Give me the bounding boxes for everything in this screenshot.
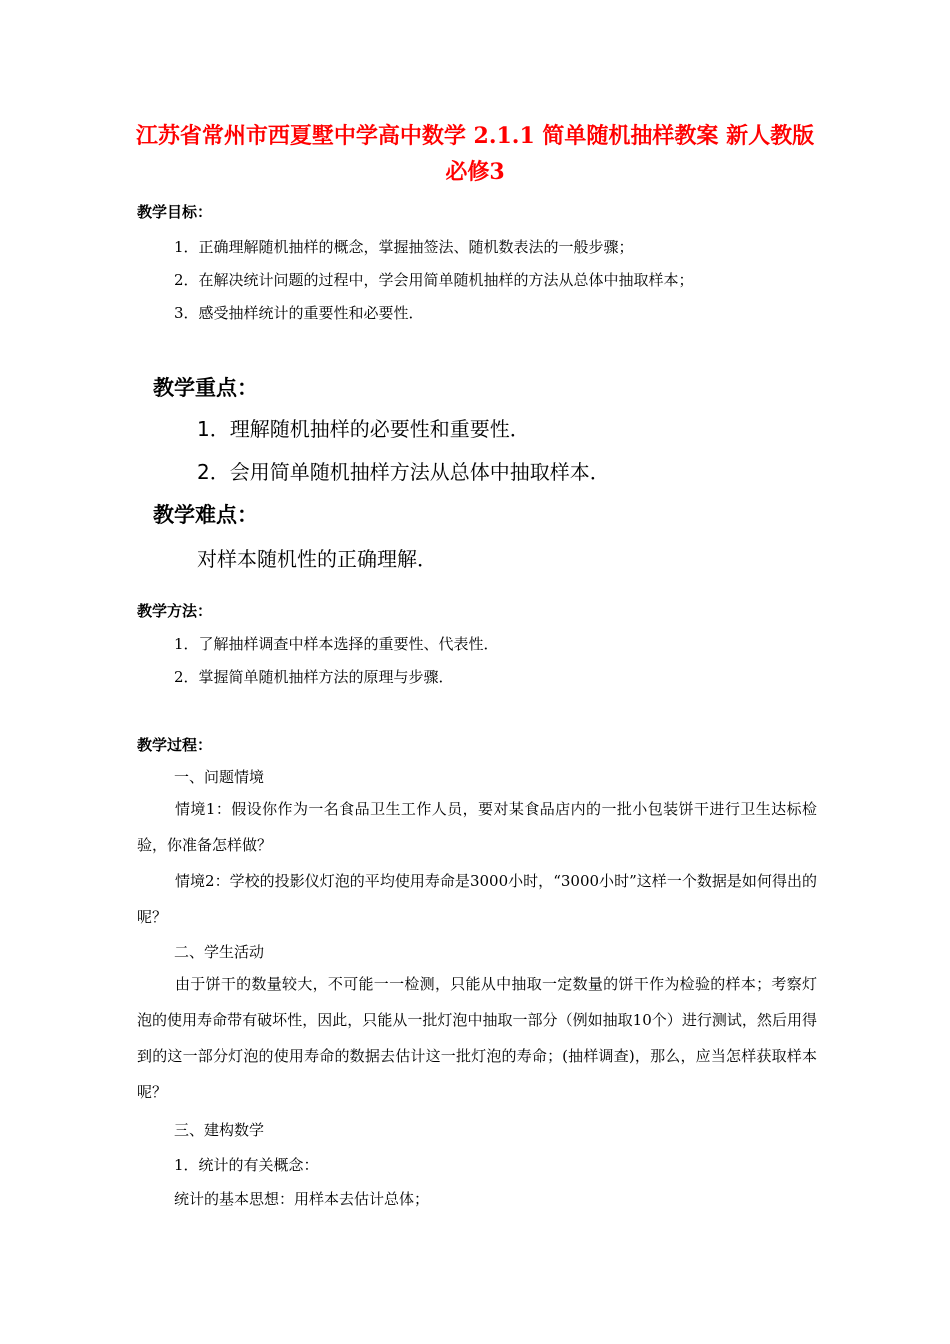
methods-heading: 教学方法： (137, 602, 213, 620)
difficulties-heading: 教学难点： (153, 503, 258, 527)
scenario-paragraph: 情境1：假设你作为一名食品卫生工作人员，要对某食品店内的一批小包装饼干进行卫生达标检验，你准备怎样做？ (137, 800, 817, 854)
difficulty-item: 对样本随机性的正确理解． (197, 547, 437, 571)
objective-item: 3．感受抽样统计的重要性和必要性． (174, 304, 424, 322)
key-point-item: 2．会用简单随机抽样方法从总体中抽取样本． (197, 460, 610, 484)
method-item: 1．了解抽样调查中样本选择的重要性、代表性． (174, 635, 499, 653)
concept-item: 1．统计的有关概念： (174, 1156, 319, 1174)
scenario-paragraph: 情境2：学校的投影仪灯泡的平均使用寿命是3000小时，“3000小时”这样一个数据是如何得出的呢？ (137, 872, 817, 926)
key-point-item: 1．理解随机抽样的必要性和重要性． (197, 417, 530, 441)
section-title: 一、问题情境 (174, 768, 265, 786)
section-title: 二、学生活动 (174, 943, 265, 961)
concept-item: 统计的基本思想：用样本去估计总体； (174, 1190, 430, 1208)
document-title: 江苏省常州市西夏墅中学高中数学 2.1.1 简单随机抽样教案 新人教版必修3 (135, 123, 815, 185)
process-heading: 教学过程： (137, 736, 213, 754)
method-item: 2．掌握简单随机抽样方法的原理与步骤． (174, 668, 454, 686)
objective-item: 2．在解决统计问题的过程中，学会用简单随机抽样的方法从总体中抽取样本； (174, 271, 694, 289)
activity-paragraph: 由于饼干的数量较大，不可能一一检测，只能从中抽取一定数量的饼干作为检验的样本；考察灯泡的使用寿命带有破坏性，因此，只能从一批灯泡中抽取一部分（例如抽取10个）进行测试，然后用得到的这一部分灯泡的使用寿命的数据去估计这一批灯泡的寿命；(抽样调查)，那么，应当怎样获取样本呢？ (137, 975, 817, 1101)
key-points-heading: 教学重点： (153, 376, 258, 400)
objective-item: 1．正确理解随机抽样的概念，掌握抽签法、随机数表法的一般步骤； (174, 238, 634, 256)
objectives-heading: 教学目标： (137, 203, 213, 221)
section-title: 三、建构数学 (174, 1121, 265, 1139)
